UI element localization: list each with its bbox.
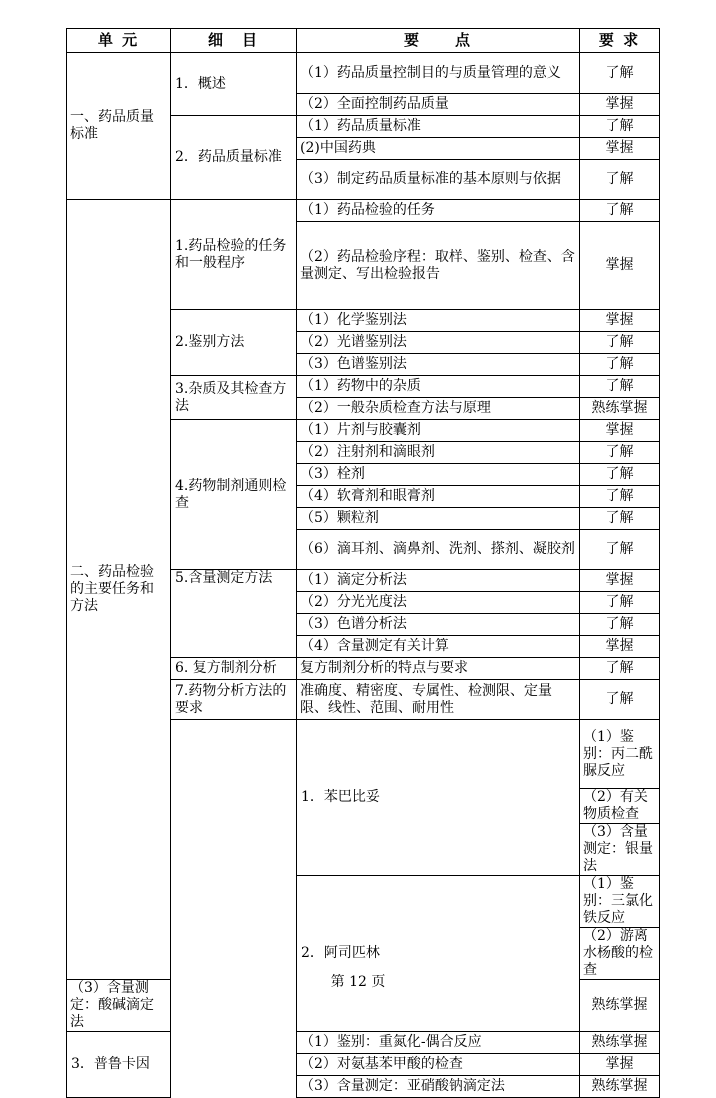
item-cell: 2．药品质量标准	[171, 116, 297, 200]
item-cell: 6. 复方制剂分析	[171, 658, 297, 680]
requirement-cell: 掌握	[580, 420, 660, 442]
requirement-cell: 了解	[580, 486, 660, 508]
point-cell: （1）药品检验的任务	[297, 200, 580, 222]
point-cell: （3）色谱分析法	[297, 614, 580, 636]
point-cell: （1）鉴别：三氯化铁反应	[580, 876, 660, 928]
item-cell: 3.杂质及其检查方法	[171, 376, 297, 420]
point-cell: （3）栓剂	[297, 464, 580, 486]
item-cell: 2.鉴别方法	[171, 310, 297, 376]
header-point: 要 点	[297, 29, 580, 53]
item-cell: 2．阿司匹林	[297, 876, 580, 1032]
point-cell: （1）药品质量标准	[297, 116, 580, 138]
point-cell: （1）化学鉴别法	[297, 310, 580, 332]
point-cell: 准确度、精密度、专属性、检测限、定量限、线性、范围、耐用性	[297, 680, 580, 720]
point-cell: （1）药品质量控制目的与质量管理的意义	[297, 53, 580, 94]
requirement-cell: 掌握	[580, 222, 660, 310]
requirement-cell: 了解	[580, 658, 660, 680]
requirement-cell: 掌握	[580, 310, 660, 332]
point-cell: （1）片剂与胶囊剂	[297, 420, 580, 442]
point-cell: （3）色谱鉴别法	[297, 354, 580, 376]
point-cell: （1）药物中的杂质	[297, 376, 580, 398]
header-row	[67, 29, 660, 53]
page-number: 第 12 页	[330, 974, 386, 990]
point-cell: （3）制定药品质量标准的基本原则与依据	[297, 160, 580, 200]
point-cell: （2）对氨基苯甲酸的检查	[297, 1054, 580, 1076]
requirement-cell: 掌握	[580, 1054, 660, 1076]
requirement-cell: 了解	[580, 116, 660, 138]
header-unit: 单 元	[67, 29, 171, 53]
requirement-cell: 掌握	[580, 570, 660, 592]
point-cell: （1）滴定分析法	[297, 570, 580, 592]
syllabus-table	[66, 28, 660, 1098]
requirement-cell: 掌握	[580, 138, 660, 160]
requirement-cell: 掌握	[580, 636, 660, 658]
requirement-cell: 了解	[580, 354, 660, 376]
point-cell: （2）分光光度法	[297, 592, 580, 614]
point-cell: （2）全面控制药品质量	[297, 94, 580, 116]
requirement-cell: 熟练掌握	[580, 980, 660, 1032]
item-cell: 3．普鲁卡因	[67, 1032, 171, 1098]
table-row	[67, 1032, 660, 1054]
unit-cell-continued	[171, 720, 297, 1098]
point-cell: （2）游离水杨酸的检查	[580, 928, 660, 980]
item-cell: 7.药物分析方法的要求	[171, 680, 297, 720]
requirement-cell: 了解	[580, 160, 660, 200]
point-cell: （3）含量测定：酸碱滴定法	[67, 980, 171, 1032]
point-cell: (2)中国药典	[297, 138, 580, 160]
requirement-cell: 了解	[580, 592, 660, 614]
point-cell: （3）含量测定：银量法	[580, 824, 660, 876]
requirement-cell: 了解	[580, 200, 660, 222]
point-cell: （2）有关物质检查	[580, 789, 660, 824]
unit-cell: 一、药品质量标准	[67, 53, 171, 200]
requirement-cell: 熟练掌握	[580, 1032, 660, 1054]
requirement-cell: 了解	[580, 442, 660, 464]
point-cell: （4）含量测定有关计算	[297, 636, 580, 658]
table-row	[67, 53, 660, 94]
requirement-cell: 了解	[580, 680, 660, 720]
item-cell: 1．苯巴比妥	[297, 720, 580, 876]
point-cell: （2）药品检验序程：取样、鉴别、检查、含量测定、写出检验报告	[297, 222, 580, 310]
item-cell: 5.含量测定方法	[171, 570, 297, 658]
header-item: 细 目	[171, 29, 297, 53]
point-cell: （1）鉴别：丙二酰脲反应	[580, 720, 660, 789]
point-cell: （5）颗粒剂	[297, 508, 580, 530]
item-cell: 1.药品检验的任务和一般程序	[171, 200, 297, 310]
item-cell: 4.药物制剂通则检查	[171, 420, 297, 570]
requirement-cell: 了解	[580, 376, 660, 398]
requirement-cell: 了解	[580, 332, 660, 354]
requirement-cell: 了解	[580, 614, 660, 636]
table-row	[67, 200, 660, 222]
point-cell: （4）软膏剂和眼膏剂	[297, 486, 580, 508]
item-cell: 1．概述	[171, 53, 297, 116]
point-cell: （2）注射剂和滴眼剂	[297, 442, 580, 464]
point-cell: （1）鉴别：重氮化-偶合反应	[297, 1032, 580, 1054]
requirement-cell: 熟练掌握	[580, 398, 660, 420]
point-cell: （3）含量测定：亚硝酸钠滴定法	[297, 1076, 580, 1098]
requirement-cell: 熟练掌握	[580, 1076, 660, 1098]
requirement-cell: 了解	[580, 530, 660, 570]
requirement-cell: 了解	[580, 508, 660, 530]
point-cell: 复方制剂分析的特点与要求	[297, 658, 580, 680]
requirement-cell: 了解	[580, 53, 660, 94]
requirement-cell: 了解	[580, 464, 660, 486]
point-cell: （2）光谱鉴别法	[297, 332, 580, 354]
unit-cell: 二、药品检验的主要任务和方法	[67, 200, 171, 980]
point-cell: （6）滴耳剂、滴鼻剂、洗剂、搽剂、凝胶剂	[297, 530, 580, 570]
point-cell: （2）一般杂质检查方法与原理	[297, 398, 580, 420]
header-requirement: 要 求	[580, 29, 660, 53]
requirement-cell: 掌握	[580, 94, 660, 116]
